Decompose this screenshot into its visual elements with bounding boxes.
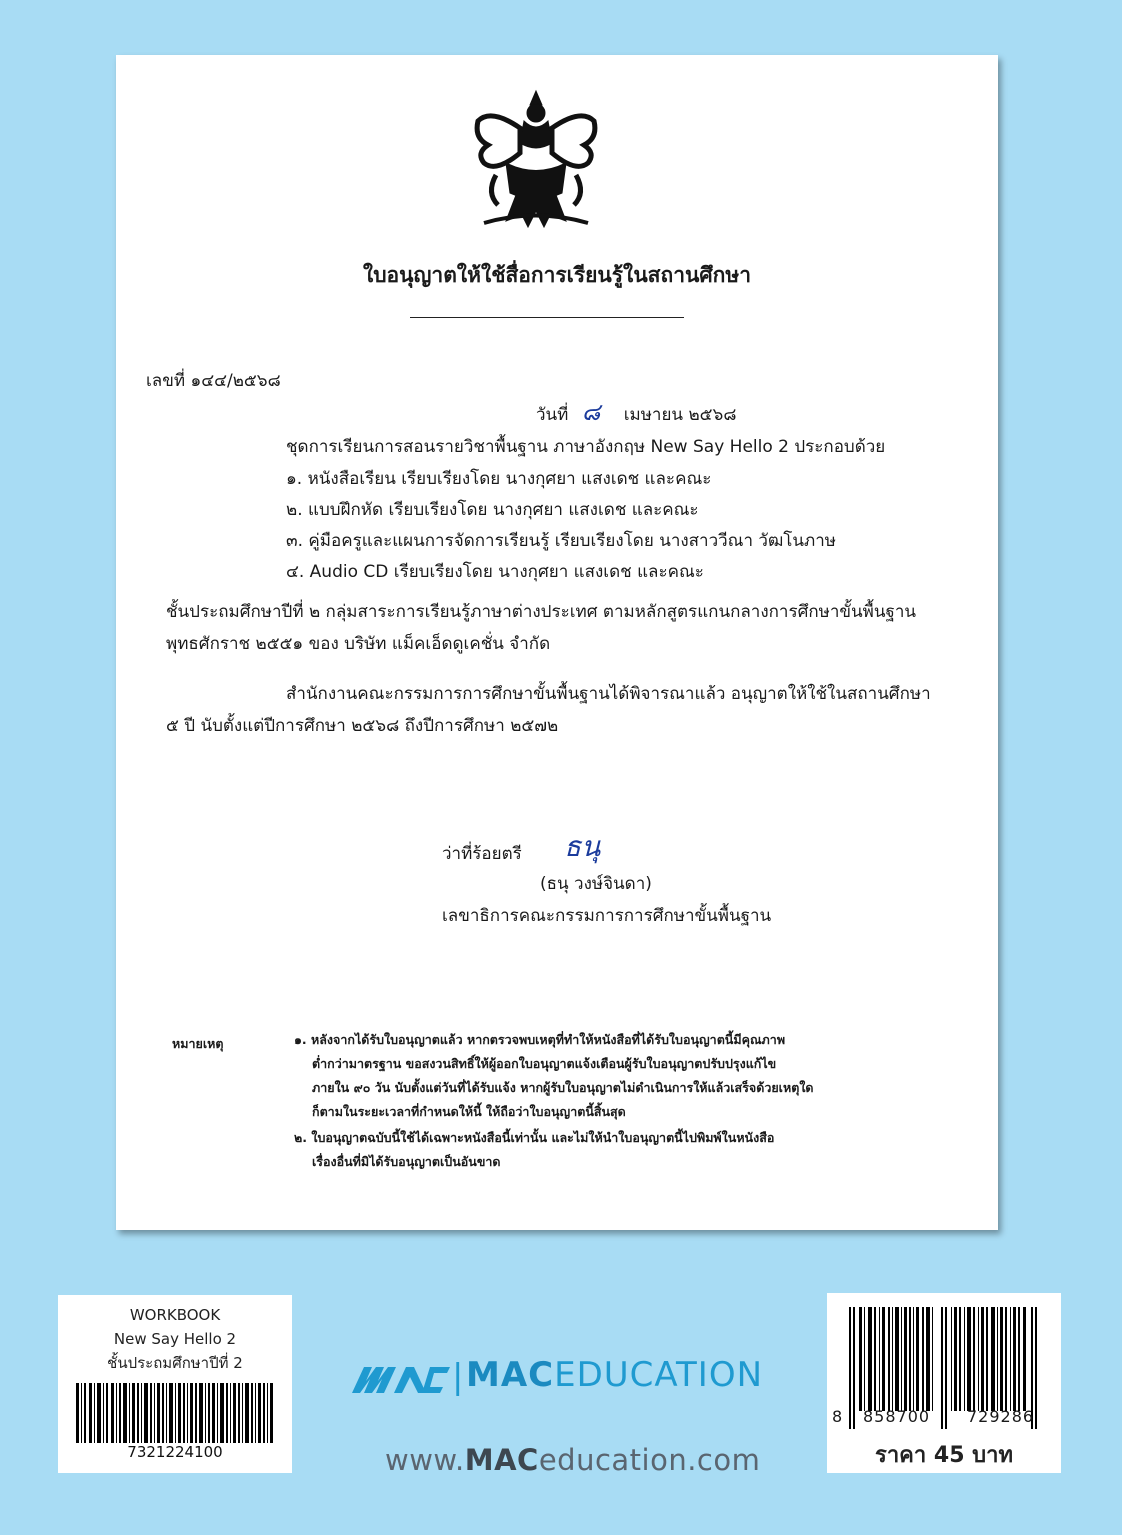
website-link[interactable] [385, 1443, 760, 1477]
brand-separator: | [452, 1357, 464, 1397]
product-type: WORKBOOK [129, 1306, 221, 1324]
signer-rank: ว่าที่ร้อยตรี [442, 844, 522, 864]
note-line: เรื่องอื่นที่มิได้รับอนุญาตเป็นอันขาด [312, 1154, 501, 1169]
date-prefix: วันที่ [536, 405, 569, 425]
license-number: เลขที่ ๑๔๔/๒๕๖๘ [146, 371, 281, 391]
signer-title: เลขาธิการคณะกรรมการการศึกษาขั้นพื้นฐาน [442, 906, 772, 926]
mac-logo-icon [352, 1363, 450, 1393]
paragraph-2-line-2: ๕ ปี นับตั้งแต่ปีการศึกษา ๒๕๖๘ ถึงปีการศึกษา ๒๕๗๒ [166, 716, 559, 736]
list-item: ๔. Audio CD เรียบเรียงโดย นางกุศยา แสงเดช และคณะ [286, 562, 704, 582]
paragraph-1-line-1: ชั้นประถมศึกษาปีที่ ๒ กลุ่มสาระการเรียนรู้ภาษาต่างประเทศ ตามหลักสูตรแกนกลางการศึกษาขั้นพื้นฐาน [166, 602, 917, 622]
price: ราคา 45 บาท [875, 1443, 1013, 1468]
handwritten-signature: ธนุ [564, 830, 601, 863]
product-grade: ชั้นประถมศึกษาปีที่ 2 [107, 1354, 243, 1372]
isbn-digit: 8 [832, 1407, 843, 1426]
barcode-icon [76, 1383, 274, 1443]
document-title: ใบอนุญาตให้ใช้สื่อการเรียนรู้ในสถานศึกษา [362, 263, 752, 287]
date-day: ๘ [581, 398, 601, 426]
isbn-label [827, 1293, 1061, 1473]
license-document [116, 55, 998, 1230]
product-label [58, 1295, 292, 1473]
isbn-group-1: 858700 [863, 1407, 931, 1426]
brand-name-bold: MAC [466, 1355, 555, 1395]
url-prefix: www. [385, 1443, 465, 1477]
brand-name-rest: EDUCATION [554, 1355, 764, 1395]
signer-name: (ธนุ วงษ์จินดา) [540, 874, 652, 894]
product-title: New Say Hello 2 [113, 1330, 237, 1348]
date-line [536, 392, 736, 431]
paragraph-2-line-1: สำนักงานคณะกรรมการการศึกษาขั้นพื้นฐานได้พิจารณาแล้ว อนุญาตให้ใช้ในสถานศึกษา [286, 684, 931, 704]
brand-name [466, 1355, 763, 1395]
list-item: ๓. คู่มือครูและแผนการจัดการเรียนรู้ เรียบเรียงโดย นางสาววีณา วัฒโนภาษ [286, 531, 837, 551]
barcode-number: 7321224100 [127, 1443, 223, 1461]
url-rest: education.com [538, 1443, 761, 1477]
list-item: ๑. หนังสือเรียน เรียบเรียงโดย นางกุศยา แสงเดช และคณะ [286, 469, 712, 489]
notes-label: หมายเหตุ [172, 1036, 224, 1051]
note-line: ต่ำกว่ามาตรฐาน ขอสงวนสิทธิ์ให้ผู้ออกใบอนุญาตแจ้งเตือนผู้รับใบอนุญาตปรับปรุงแก้ไข [312, 1056, 777, 1071]
isbn-group-2: 729286 [967, 1407, 1035, 1426]
note-line: ๑. หลังจากได้รับใบอนุญาตแล้ว หากตรวจพบเหตุที่ทำให้หนังสือที่ได้รับใบอนุญาตนี้มีคุณภาพ [294, 1032, 786, 1047]
garuda-emblem-icon [466, 83, 606, 233]
intro-line: ชุดการเรียนการสอนรายวิชาพื้นฐาน ภาษาอังกฤษ New Say Hello 2 ประกอบด้วย [286, 437, 886, 457]
date-rest: เมษายน ๒๕๖๘ [623, 405, 737, 425]
paragraph-1-line-2: พุทธศักราช ๒๕๕๑ ของ บริษัท แม็คเอ็ดดูเคชั่น จำกัด [166, 634, 551, 654]
note-line: ภายใน ๙๐ วัน นับตั้งแต่วันที่ได้รับแจ้ง หากผู้รับใบอนุญาตไม่ดำเนินการให้แล้วเสร็จด้วยเหตุใด [312, 1080, 814, 1095]
note-line: ๒. ใบอนุญาตฉบับนี้ใช้ได้เฉพาะหนังสือนี้เท่านั้น และไม่ให้นำใบอนุญาตนี้ไปพิมพ์ในหนังสือ [294, 1130, 775, 1145]
list-item: ๒. แบบฝึกหัด เรียบเรียงโดย นางกุศยา แสงเดช และคณะ [286, 500, 699, 520]
note-line: ก็ตามในระยะเวลาที่กำหนดให้นี้ ให้ถือว่าใบอนุญาตนี้สิ้นสุด [312, 1104, 626, 1119]
url-bold: MAC [464, 1443, 539, 1477]
title-underline [410, 317, 684, 318]
